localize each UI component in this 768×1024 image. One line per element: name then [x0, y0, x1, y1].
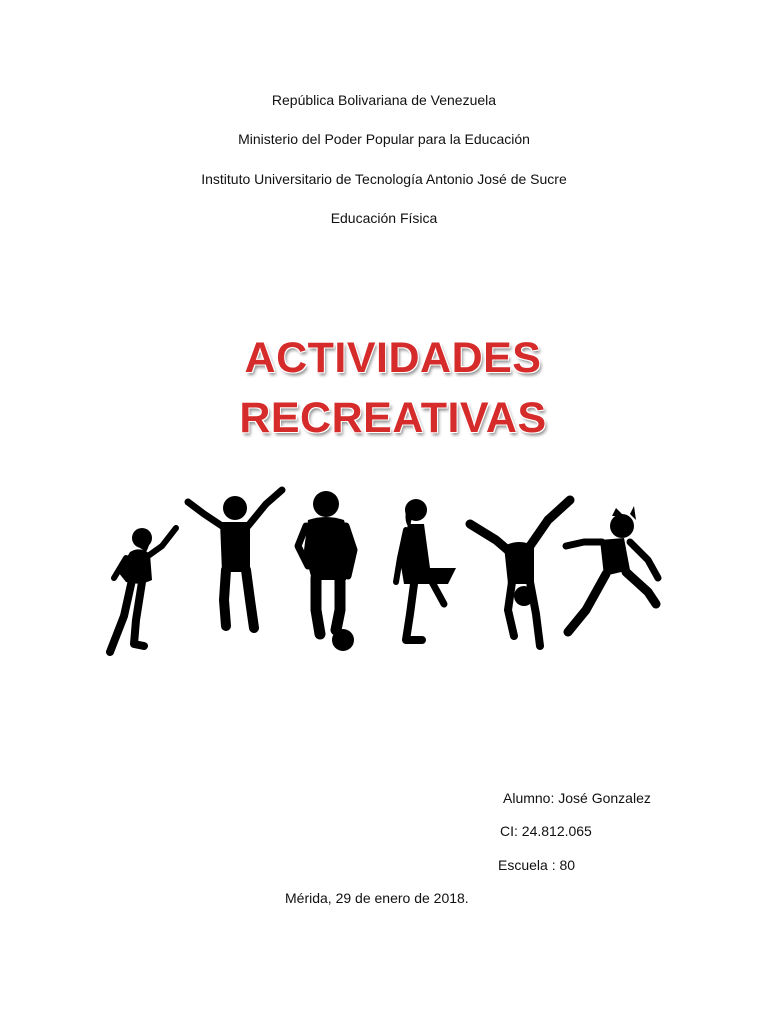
header-subject: Educación Física — [330, 210, 438, 226]
student-school: Escuela : 80 — [498, 857, 576, 873]
title-line-2: RECREATIVAS — [239, 394, 547, 442]
silhouette-arms-raised-icon — [188, 490, 282, 628]
header-country: República Bolivariana de Venezuela — [271, 92, 497, 108]
header-institute: Instituto Universitario de Tecnología Antonio José de Sucre — [201, 171, 567, 187]
title-line-1: ACTIVIDADES — [244, 334, 542, 382]
header-ministry: Ministerio del Poder Popular para la Educación — [238, 131, 530, 147]
student-name: Alumno: José Gonzalez — [503, 790, 651, 806]
student-id: CI: 24.812.065 — [500, 823, 592, 839]
silhouette-girl-standing-icon — [396, 499, 456, 640]
place-date: Mérida, 29 de enero de 2018. — [285, 890, 469, 906]
silhouette-girl-waving-icon — [110, 528, 176, 652]
silhouette-boy-with-ball-icon — [298, 491, 354, 651]
children-silhouettes-illustration — [100, 480, 670, 665]
silhouette-jumping-icon — [566, 506, 658, 632]
silhouette-cartwheel-icon — [470, 500, 570, 646]
